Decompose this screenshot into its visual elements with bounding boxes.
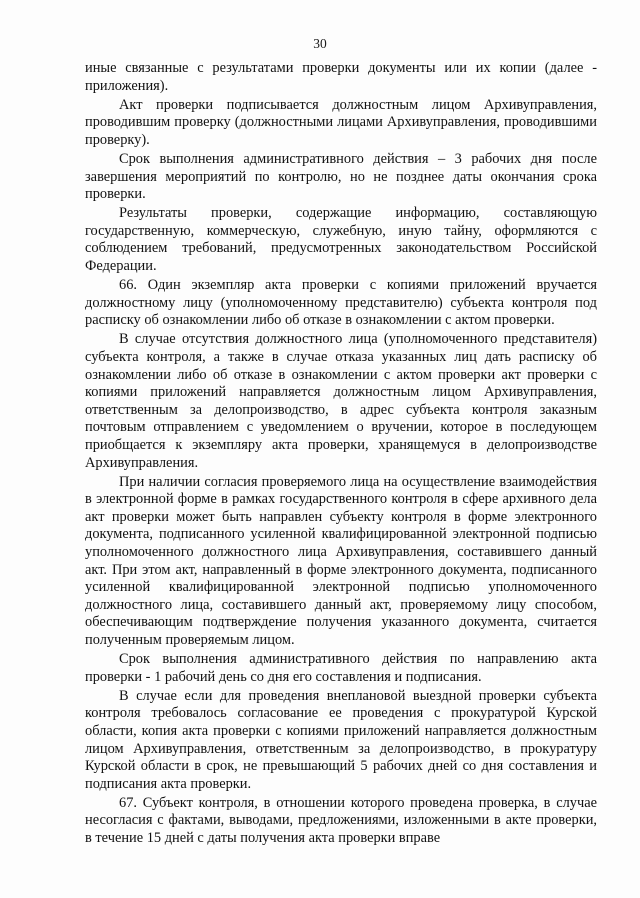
paragraph-secret-info: Результаты проверки, содержащие информацию, составляющую государственную, коммерческую, служебную, иную тайну, оформляются с соблюдением требований, предусмотренных законодательством Российской Федерации. [85,205,597,275]
paragraph-continuation: иные связанные с результатами проверки документы или их копии (далее - приложения). [85,60,597,94]
paragraph-electronic-form: При наличии согласия проверяемого лица на осуществление взаимодействия в электронной форме в рамках государственного контроля в сфере архивного дела акт проверки может быть направлен субъекту контроля в форме электронного документа, подписанного усиленной квалифицированной электронной подписью уполномоченного должностного лица Архивуправления, составившего данный акт. При этом акт, направленный в форме электронного документа, подписанного усиленной квалифицированной электронной подписью уполномоченного должностного лица, составившего данный акт, проверяемому лицу способом, обеспечивающим подтверждение получения указанного документа, считается полученным проверяемым лицом. [85,473,597,648]
paragraph-act-signing: Акт проверки подписывается должностным лицом Архивуправления, проводившим проверку (должностными лицами Архивуправления, проводившими проверку). [85,96,597,148]
document-body [85,60,597,849]
paragraph-deadline-1-day: Срок выполнения административного действия по направлению акта проверки - 1 рабочий день со дня его составления и подписания. [85,651,597,685]
paragraph-deadline-3-days: Срок выполнения административного действия – 3 рабочих дня после завершения мероприятий по контролю, но не позднее даты окончания срока проверки. [85,150,597,203]
paragraph-67-objection: 67. Субъект контроля, в отношении которого проведена проверка, в случае несогласия с фактами, выводами, предложениями, изложенными в акте проверки, в течение 15 дней с даты получения акта проверки вправе [85,794,597,847]
page-number: 30 [313,36,327,51]
paragraph-prosecutor: В случае если для проведения внеплановой выездной проверки субъекта контроля требовалось согласование ее проведения с прокуратурой Курской области, копия акта проверки с копиями приложений направляется должностным лицом Архивуправления, ответственным за делопроизводство, в прокуратуру Курской области в срок, не превышающий 5 рабочих дней со дня составления и подписания акта проверки. [85,687,597,792]
paragraph-absence-mailing: В случае отсутствия должностного лица (уполномоченного представителя) субъекта контроля, а также в случае отказа указанных лиц дать расписку об ознакомлении либо об отказе в ознакомлении с актом проверки акт проверки с копиями приложений направляется должностным лицом Архивуправления, ответственным за делопроизводство, в адрес субъекта контроля заказным почтовым отправлением с уведомлением о вручении, которое в последующем приобщается к экземпляру акта проверки, хранящемуся в делопроизводстве Архивуправления. [85,331,597,471]
paragraph-66-delivery: 66. Один экземпляр акта проверки с копиями приложений вручается должностному лицу (уполномоченному представителю) субъекта контроля под расписку об ознакомлении либо об отказе в ознакомлении с актом проверки. [85,277,597,329]
